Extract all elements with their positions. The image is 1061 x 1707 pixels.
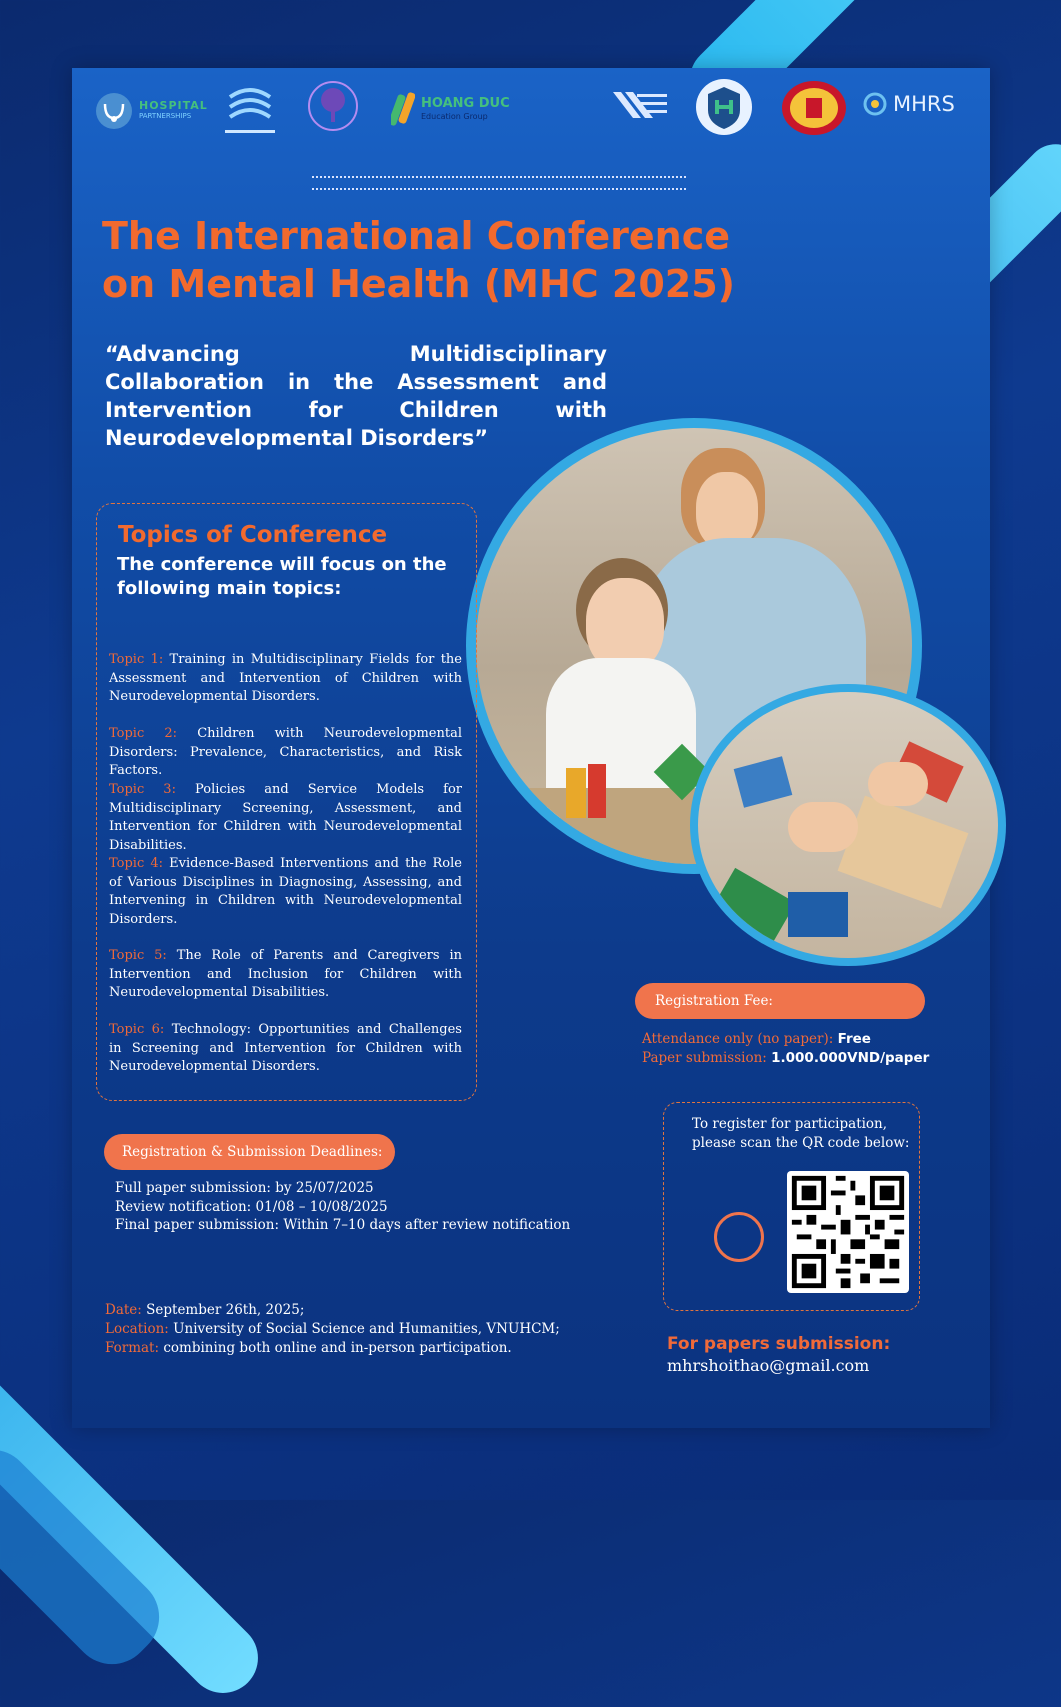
topics-heading: Topics of Conference [118, 522, 388, 548]
title-line: The International Conference [102, 214, 731, 258]
fee-attendance [642, 1030, 929, 1049]
deadline-line: Final paper submission: Within 7–10 days after review notification [115, 1217, 571, 1233]
topic-text: The Role of Parents and Caregivers in Intervention and Inclusion for Children with Neurodevelopmental Disabilities. [109, 948, 462, 1000]
event-location [105, 1320, 560, 1339]
topic-item [109, 651, 462, 707]
logo-text: Education Group [421, 112, 488, 121]
topic-text: Policies and Service Models for Multidisciplinary Screening, Assessment, and Intervention for Children with Neurodevelopmental Disabilities. [109, 782, 462, 853]
fee-item-label: Attendance only (no paper): [642, 1031, 838, 1047]
register-instructions [692, 1115, 909, 1153]
topic-item [109, 855, 462, 929]
topic-text: Evidence-Based Interventions and the Role of Various Disciplines in Diagnosing, Assessing, and Intervening in Children with Neurodevelopmental Disorders. [109, 856, 462, 927]
topic-text: Children with Neurodevelopmental Disorders: Prevalence, Characteristics, and Risk Factors. [109, 726, 462, 778]
logo-text: HOSPITAL [139, 99, 208, 112]
topic-label: Topic 5: [109, 948, 167, 963]
topic-label: Topic 3: [109, 782, 176, 797]
divider [312, 188, 686, 190]
divider [312, 176, 686, 178]
topic-text: Technology: Opportunities and Challenges in Screening and Intervention for Children with Neurodevelopmental Disorders. [109, 1022, 462, 1074]
submission-heading: For papers submission: [667, 1334, 891, 1354]
topic-label: Topic 1: [109, 652, 164, 667]
registration-qr-code[interactable] [787, 1171, 909, 1293]
fee-item-label: Paper submission: [642, 1050, 772, 1066]
hospital-partnerships-logo [95, 92, 208, 130]
topics-intro: The conference will focus on the following main topics: [117, 554, 447, 599]
wave-icon [611, 88, 669, 122]
event-date [105, 1301, 560, 1320]
fee-details [642, 1030, 929, 1068]
conference-theme: “Advancing Multidisciplinary Collaboration in the Assessment and Intervention for Children with Neurodevelopmental Disorders” [105, 342, 607, 450]
deadlines-label: Registration & Submission Deadlines: [104, 1134, 395, 1170]
topic-item [109, 1021, 462, 1077]
topic-item [109, 725, 462, 781]
tree-logo [307, 80, 359, 132]
title-line: on Mental Health (MHC 2025) [102, 262, 736, 306]
hoang-duc-logo [391, 90, 510, 130]
event-format [105, 1339, 560, 1358]
seal-icon [781, 80, 847, 136]
logo-text: PARTNERSHIPS [139, 112, 192, 120]
info-label: Location: [105, 1321, 169, 1337]
layers-icon [225, 82, 275, 137]
mhrs-logo [863, 92, 955, 116]
logo-text: HOANG DUC [421, 96, 510, 111]
deadline-line: Full paper submission: by 25/07/2025 [115, 1180, 374, 1196]
circle-icon [714, 1212, 764, 1262]
topic-item [109, 781, 462, 855]
register-line: please scan the QR code below: [692, 1135, 910, 1151]
institute-logo [225, 82, 275, 137]
qr-code-icon [787, 1171, 909, 1293]
info-label: Format: [105, 1340, 160, 1356]
mhrs-icon [863, 92, 887, 116]
event-info [105, 1301, 560, 1358]
info-label: Date: [105, 1302, 142, 1318]
fee-label: Registration Fee: [635, 983, 925, 1019]
register-line: To register for participation, [692, 1116, 888, 1132]
topic-text: Training in Multidisciplinary Fields for the Assessment and Intervention of Children with Neurodevelopmental Disorders. [109, 652, 462, 704]
fee-paper [642, 1049, 929, 1068]
shield-logo [695, 78, 753, 136]
wave-logo [611, 88, 669, 122]
info-value: September 26th, 2025; [141, 1302, 305, 1318]
page-title [102, 212, 802, 308]
logo-text: MHRS [893, 92, 955, 116]
stethoscope-icon [95, 92, 133, 130]
topic-label: Topic 6: [109, 1022, 165, 1037]
topic-label: Topic 2: [109, 726, 178, 741]
topic-item [109, 947, 462, 1003]
fee-item-value: Free [837, 1031, 871, 1047]
hoang-duc-icon [391, 90, 415, 130]
shield-icon [695, 78, 753, 136]
hands-puzzle-photo [690, 684, 1006, 966]
submission-email-link[interactable]: mhrshoithao@gmail.com [667, 1356, 870, 1375]
tree-icon [307, 80, 359, 132]
info-value: combining both online and in-person participation. [159, 1340, 512, 1356]
topic-label: Topic 4: [109, 856, 164, 871]
seal-logo [781, 80, 847, 136]
deadlines-list [115, 1179, 570, 1235]
info-value: University of Social Science and Humanities, VNUHCM; [168, 1321, 560, 1337]
fee-item-value: 1.000.000VND/paper [771, 1050, 930, 1066]
deadline-line: Review notification: 01/08 – 10/08/2025 [115, 1198, 388, 1215]
partner-logos [95, 78, 975, 138]
